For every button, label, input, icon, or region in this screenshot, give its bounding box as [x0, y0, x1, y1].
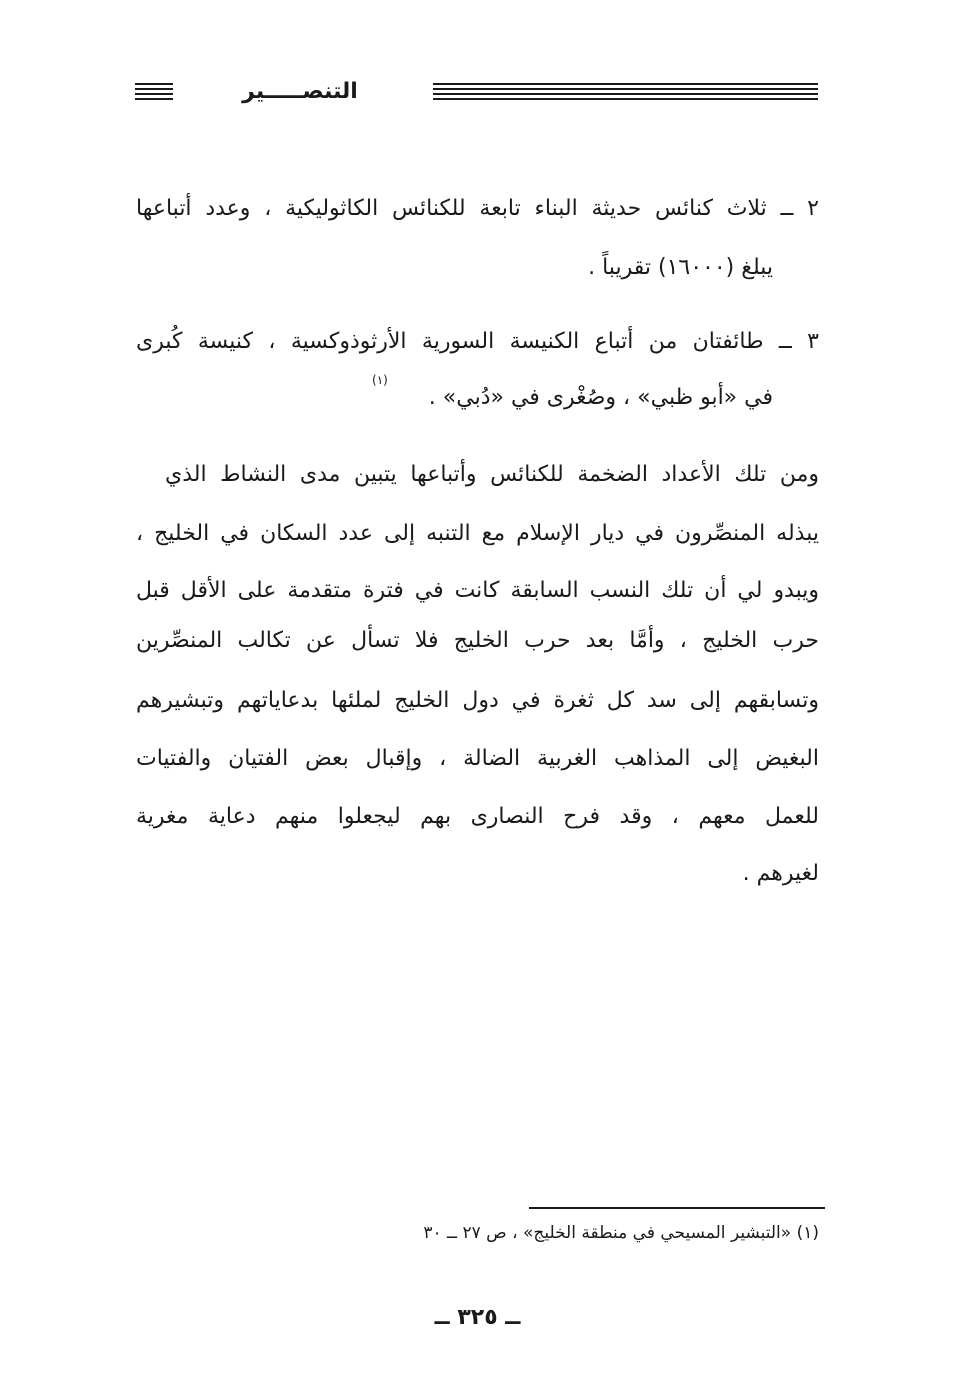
list-item-2-line-1: ٢ ــ ثلاث كنائس حديثة البناء تابعة للكنائس الكاثوليكية ، وعدد أتباعها — [136, 196, 819, 221]
header-rule-left — [135, 83, 173, 100]
header-title: التنصـــــير — [242, 79, 358, 104]
paragraph-line-4: حرب الخليج ، وأمَّا بعد حرب الخليج فلا تسأل عن تكالب المنصِّرين — [136, 628, 819, 653]
paragraph-line-1: ومن تلك الأعداد الضخمة للكنائس وأتباعها يتبين مدى النشاط الذي — [165, 462, 819, 487]
footnote-marker: (١) — [372, 373, 388, 387]
list-item-2-line-2: يبلغ (١٦٠٠٠) تقريباً . — [588, 255, 773, 280]
paragraph-line-5: وتسابقهم إلى سد كل ثغرة في دول الخليج لملئها بدعاياتهم وتبشيرهم — [136, 688, 819, 713]
list-item-3-line-1: ٣ ــ طائفتان من أتباع الكنيسة السورية الأرثوذوكسية ، كنيسة كُبرى — [136, 329, 819, 354]
page-number: ــ ٣٢٥ ــ — [434, 1305, 521, 1330]
paragraph-line-8: لغيرهم . — [742, 861, 819, 886]
footnote-1: (١) «التبشير المسيحي في منطقة الخليج» ، ص ٢٧ ــ ٣٠ — [423, 1223, 819, 1243]
running-header — [135, 76, 818, 108]
paragraph-line-7: للعمل معهم ، وقد فرح النصارى بهم ليجعلوا منهم دعاية مغرية — [136, 804, 819, 829]
paragraph-line-2: يبذله المنصِّرون في ديار الإسلام مع التنبه إلى عدد السكان في الخليج ، — [136, 521, 819, 546]
paragraph-line-6: البغيض إلى المذاهب الغربية الضالة ، وإقبال بعض الفتيان والفتيات — [136, 746, 819, 771]
footnote-separator — [529, 1207, 825, 1209]
header-rule-right — [433, 83, 818, 100]
list-item-3-line-2: في «أبو ظبي» ، وصُغْرى في «دُبي» . — [428, 385, 773, 410]
paragraph-line-3: ويبدو لي أن تلك النسب السابقة كانت في فترة متقدمة على الأقل قبل — [136, 578, 819, 603]
